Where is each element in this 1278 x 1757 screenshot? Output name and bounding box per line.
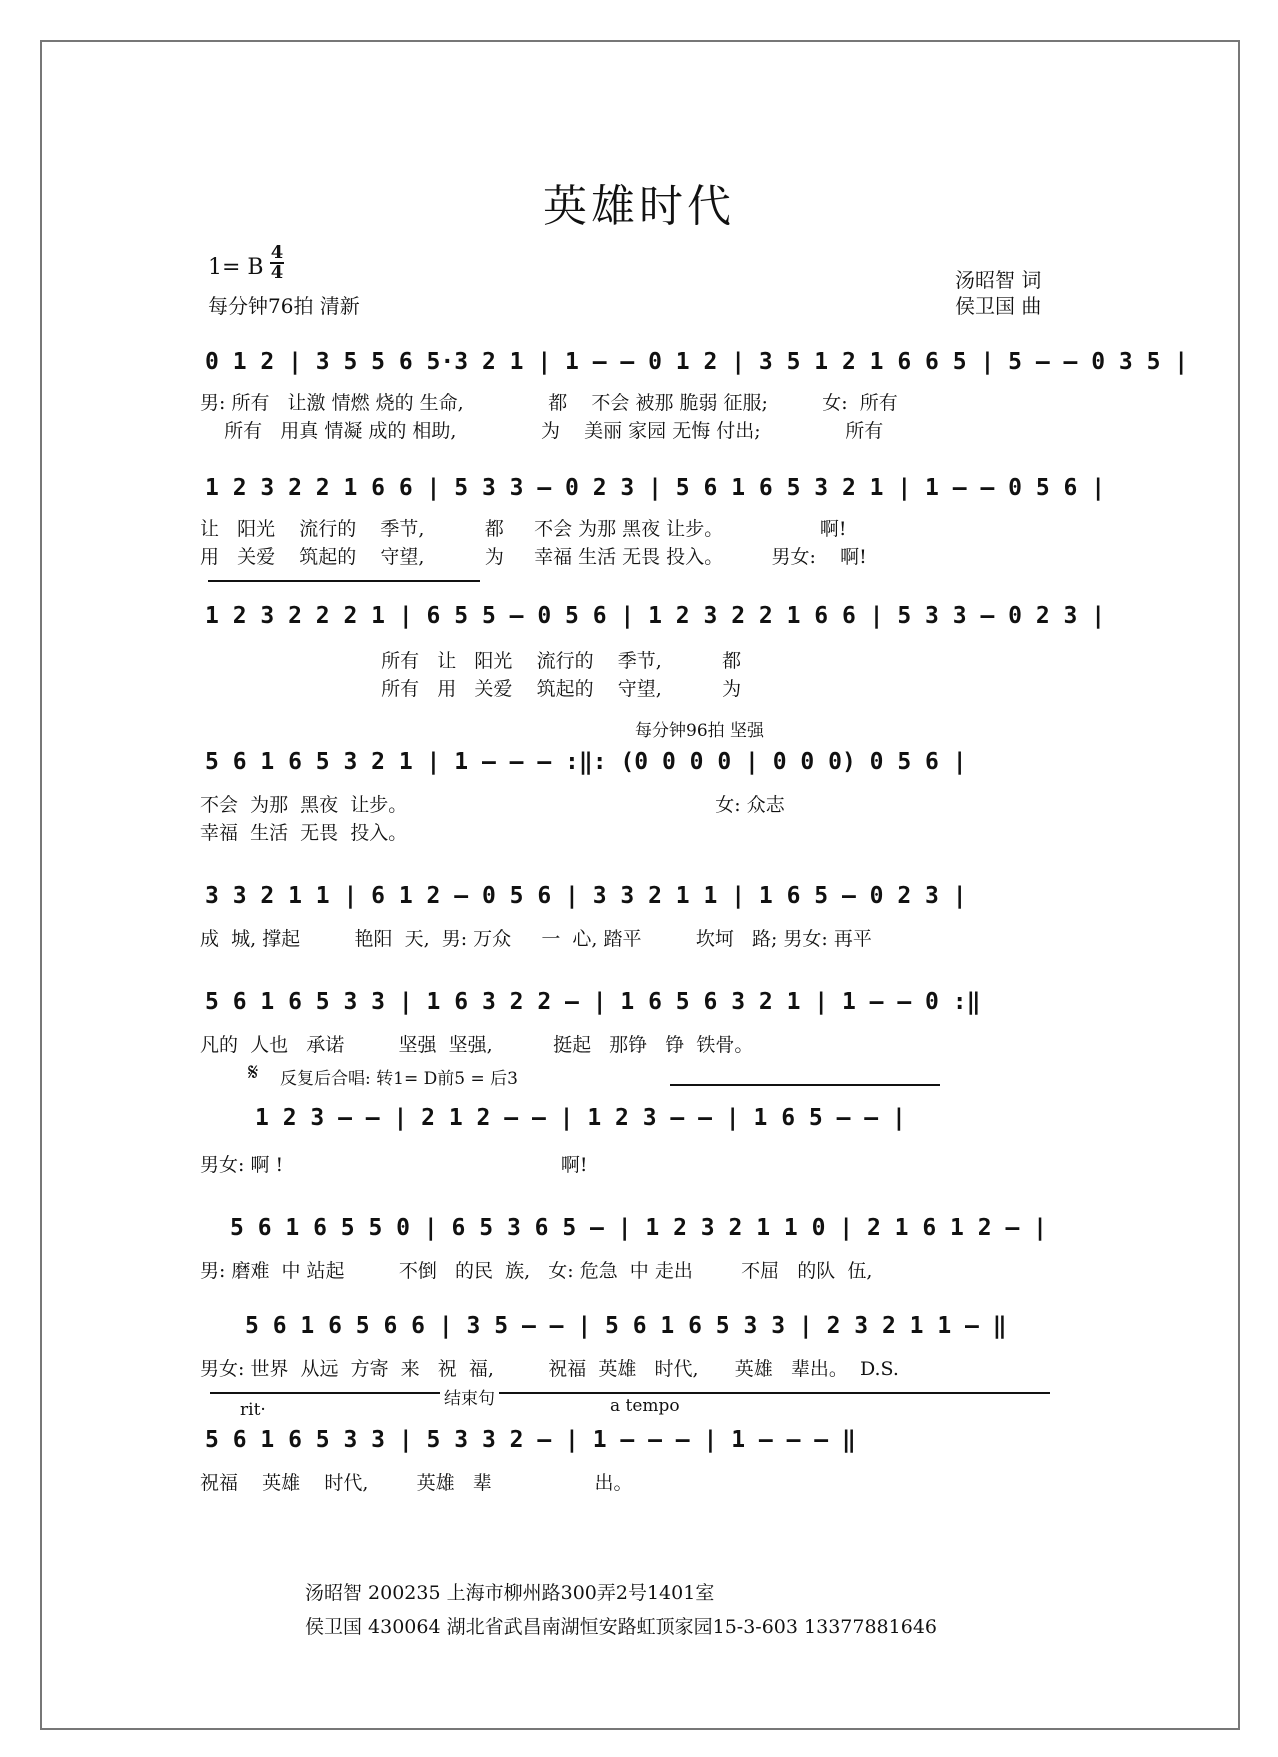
a-tempo-marking: a tempo [610, 1396, 680, 1416]
lyric-line: 所有 用真 情凝 成的 相助, 为 美丽 家园 无悔 付出; 所有 [200, 420, 884, 442]
lyric-line: 成 城, 撑起 艳阳 天, 男: 万众 一 心, 踏平 坎坷 路; 男女: 再平 [200, 928, 872, 950]
lyric-line: 幸福 生活 无畏 投入。 [200, 822, 408, 844]
notation-row: 1 2 3 2 2 1 6 6 | 5 3 3 – 0 2 3 | 5 6 1 6 5 3 2 1 | 1 – – 0 5 6 | [205, 475, 1106, 501]
time-signature [270, 244, 284, 282]
tempo-change: 每分钟96拍 坚强 [635, 721, 765, 741]
rit-marking: rit· [240, 1400, 266, 1420]
lyric-line: 男: 所有 让激 情燃 烧的 生命, 都 不会 被那 脆弱 征服; 女: 所有 [200, 392, 898, 414]
coda-bracket [210, 1392, 1050, 1394]
footer-address-2: 侯卫国 430064 湖北省武昌南湖恒安路虹顶家园15-3-603 13377881646 [305, 1616, 937, 1638]
slur-line [208, 580, 480, 582]
notation-row: 3 3 2 1 1 | 6 1 2 – 0 5 6 | 3 3 2 1 1 | 1 6 5 – 0 2 3 | [205, 883, 967, 909]
time-signature-top: 4 [270, 242, 284, 263]
notation-row: 1 2 3 – – | 2 1 2 – – | 1 2 3 – – | 1 6 5 – – | [255, 1105, 906, 1131]
key-signature: 1= B [208, 255, 264, 280]
tempo-marking: 每分钟76拍 清新 [208, 294, 360, 318]
notation-row: 5 6 1 6 5 3 2 1 | 1 – – – :‖: (0 0 0 0 | 0 0 0) 0 5 6 | [205, 749, 967, 775]
notation-row: 5 6 1 6 5 5 0 | 6 5 3 6 5 – | 1 2 3 2 1 1 0 | 2 1 6 1 2 – | [230, 1215, 1047, 1241]
lyric-line: 祝福 英雄 时代, 英雄 辈 出。 [200, 1472, 633, 1494]
notation-row: 1 2 3 2 2 2 1 | 6 5 5 – 0 5 6 | 1 2 3 2 2 1 6 6 | 5 3 3 – 0 2 3 | [205, 603, 1106, 629]
lyric-line: 男女: 啊 ! 啊! [200, 1154, 588, 1176]
lyricist-credit: 汤昭智 词 [955, 268, 1042, 292]
lyric-line: 所有 让 阳光 流行的 季节, 都 [200, 650, 742, 672]
lyric-line: 用 关爱 筑起的 守望, 为 幸福 生活 无畏 投入。 男女: 啊! [200, 546, 867, 568]
lyric-line: 不会 为那 黑夜 让步。 女: 众志 [200, 794, 785, 816]
lyric-line: 男女: 世界 从远 方寄 来 祝 福, 祝福 英雄 时代, 英雄 辈出。 D.S. [200, 1358, 899, 1380]
notation-row: 0 1 2 | 3 5 5 6 5·3 2 1 | 1 – – 0 1 2 | 3 5 1 2 1 6 6 5 | 5 – – 0 3 5 | [205, 349, 1189, 375]
lyric-line: 所有 用 关爱 筑起的 守望, 为 [200, 678, 742, 700]
lyric-line: 凡的 人也 承诺 坚强 坚强, 挺起 那铮 铮 铁骨。 [200, 1034, 754, 1056]
footer-address-1: 汤昭智 200235 上海市柳州路300弄2号1401室 [305, 1582, 715, 1604]
repeat-annotation: 反复后合唱: 转1= D前5 = 后3 [280, 1069, 518, 1089]
slur-line [670, 1084, 940, 1086]
lyric-line: 让 阳光 流行的 季节, 都 不会 为那 黑夜 让步。 啊! [200, 518, 847, 540]
coda-label: 结束句 [440, 1384, 499, 1409]
notation-row: 5 6 1 6 5 3 3 | 5 3 3 2 – | 1 – – – | 1 – – – ‖ [205, 1427, 856, 1453]
notation-row: 5 6 1 6 5 6 6 | 3 5 – – | 5 6 1 6 5 3 3 | 2 3 2 1 1 – ‖ [245, 1313, 1007, 1339]
composer-credit: 侯卫国 曲 [955, 294, 1042, 318]
song-title: 英雄时代 [543, 181, 735, 232]
time-signature-bottom: 4 [270, 262, 284, 283]
segno-icon: 𝄋 [248, 1058, 259, 1086]
lyric-line: 男: 磨难 中 站起 不倒 的民 族, 女: 危急 中 走出 不屈 的队 伍, [200, 1260, 873, 1282]
notation-row: 5 6 1 6 5 3 3 | 1 6 3 2 2 – | 1 6 5 6 3 2 1 | 1 – – 0 :‖ [205, 989, 981, 1015]
